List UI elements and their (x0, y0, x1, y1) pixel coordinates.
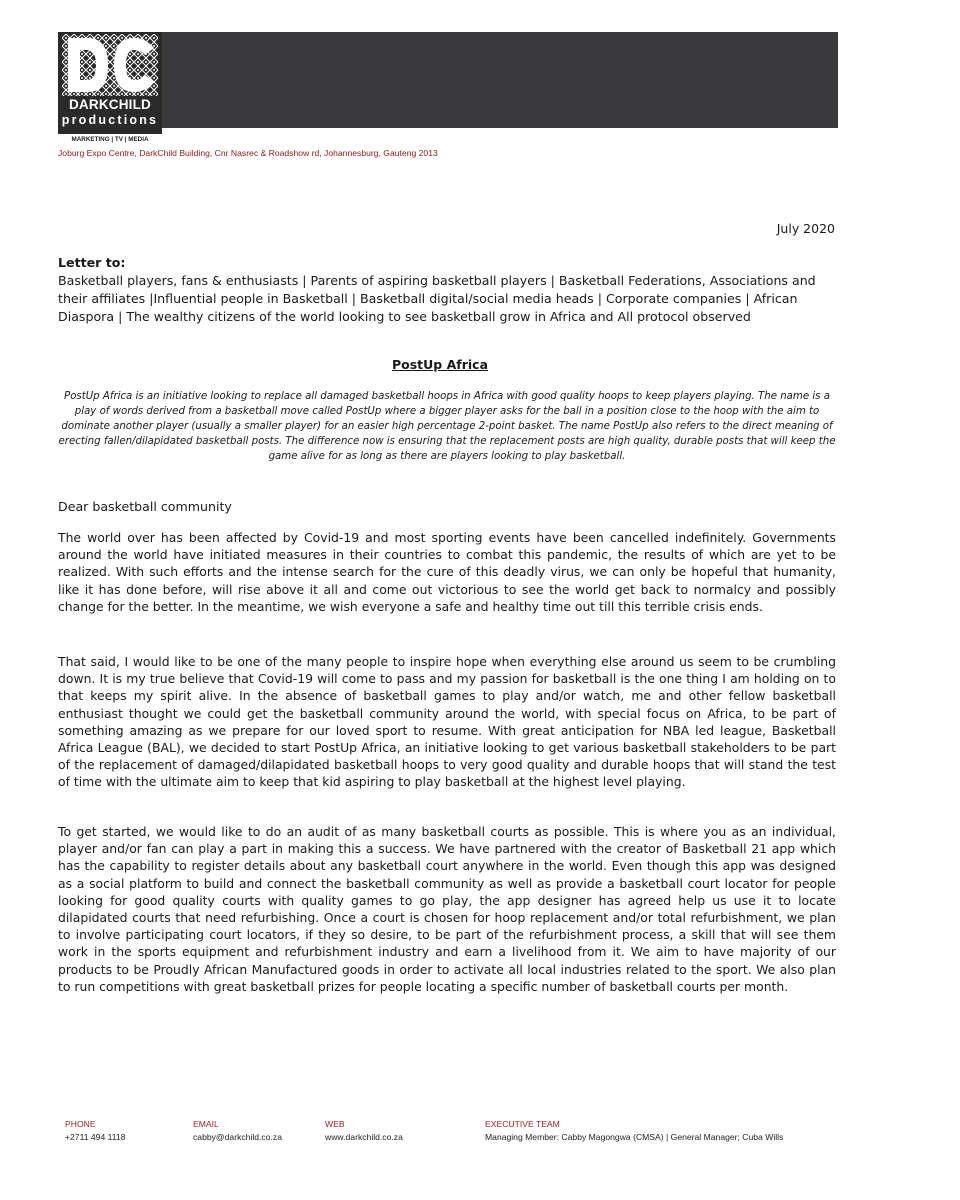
dc-monogram-icon (62, 34, 158, 96)
letter-title: PostUp Africa (391, 357, 489, 372)
footer-email-value: cabby@darkchild.co.za (193, 1132, 282, 1142)
footer-web (325, 1118, 403, 1144)
logo-subtitle: productions (61, 113, 159, 127)
footer-phone (65, 1118, 125, 1144)
footer-phone-label: PHONE (65, 1119, 96, 1129)
recipients-block (58, 254, 818, 326)
footer-phone-value: +2711 494 1118 (65, 1132, 126, 1142)
body-paragraph: The world over has been affected by Covid-19 and most sporting events have been cancelled indefinitely. Governments around the world have initiated measures in their countries to combat this pandemic, the results of which are yet to be realized. With such efforts and the intense search for the cure of this deadly virus, we can only be hopeful that humanity, like it has done before, will rise above it all and come out victorious to see the world get back to normalcy and possibly change for the better. In the meantime, we wish everyone a safe and healthy time out till this terrible crisis ends. (58, 530, 836, 614)
intro-paragraph: PostUp Africa is an initiative looking to replace all damaged basketball hoops in Africa with good quality hoops to keep players playing. The name is a play of words derived from a basketball move called PostUp where a bigger player asks for the ball in a position close to the hoop with the aim to dominate another player (usually a smaller player) for an easier high percentage 2-point basket. The name PostUp also refers to the direct meaning of erecting fallen/dilapidated basketball posts. The difference now is ensuring that the replacement posts are high quality, durable posts that will keep the game alive for as long as there are players looking to play basketball. (58, 391, 836, 462)
footer-web-label: WEB (325, 1119, 345, 1129)
body-paragraph: To get started, we would like to do an audit of as many basketball courts as possible. This is where you as an individual, player and/or fan can play a part in making this a success. We have partnered with the creator of Basketball 21 app which has the capability to register details about any basketball court anywhere in the world. Even though this app was designed as a social platform to build and connect the basketball community as well as provide a basketball court locator for people looking for good quality courts with quality games to go play, the app designer has agreed help us use it to locate dilapidated courts that need refurbishing. Once a court is chosen for hoop replacement and/or total refurbishment, we plan to involve participating court locators, if they so desire, to be part of the refurbishment process, a skill that will see them work in the sports equipment and refurbishment industry and earn a livelihood from it. We aim to have majority of our products to be Proudly African Manufactured goods in order to activate all local industries related to the sport. We also plan to run competitions with great basketball prizes for people locating a specific number of basketball courts per month. (58, 824, 836, 994)
footer-executive-team (485, 1118, 783, 1144)
footer-web-value: www.darkchild.co.za (325, 1132, 403, 1142)
footer-exec-label: EXECUTIVE TEAM (485, 1119, 560, 1129)
logo-tagline: MARKETING | TV | MEDIA (58, 133, 162, 146)
company-logo (58, 32, 162, 146)
letter-to-label: Letter to: (58, 255, 126, 270)
footer-email (193, 1118, 282, 1144)
recipients-list: Basketball players, fans & enthusiasts | Parents of aspiring basketball players | Basketball Federations, Associations and their affiliates |Influential people in Basketball | Basketball digital/social media heads | Corporate companies | African Diaspora | The wealthy citizens of the world looking to see basketball grow in Africa and All protocol observed (58, 273, 816, 324)
header-banner (58, 32, 838, 128)
logo-wordmark: DARKCHILD (68, 97, 152, 112)
company-address: Joburg Expo Centre, DarkChild Building, Cnr Nasrec & Roadshow rd, Johannesburg, Gauteng 2013 (58, 148, 438, 158)
footer-exec-value: Managing Member: Cabby Magongwa (CMSA) | General Manager; Cuba Wills (485, 1132, 784, 1142)
footer-email-label: EMAIL (193, 1119, 219, 1129)
letter-date: July 2020 (776, 221, 835, 236)
body-paragraph: That said, I would like to be one of the many people to inspire hope when everything else around us seem to be crumbling down. It is my true believe that Covid-19 will come to pass and my passion for basketball is the one thing I am holding on to that keeps my spirit alive. In the absence of basketball games to play and/or watch, me and other fellow basketball enthusiast thought we could get the basketball community around the world, with special focus on Africa, to be part of something amazing as we prepare for our loved sport to resume. With great anticipation for NBA led league, Basketball Africa League (BAL), we decided to start PostUp Africa, an initiative looking to get various basketball stakeholders to be part of the replacement of damaged/dilapidated basketball hoops to very good quality and durable hoops that will stand the test of time with the ultimate aim to keep that kid aspiring to play basketball at the highest level playing. (58, 654, 836, 790)
salutation: Dear basketball community (58, 499, 232, 514)
